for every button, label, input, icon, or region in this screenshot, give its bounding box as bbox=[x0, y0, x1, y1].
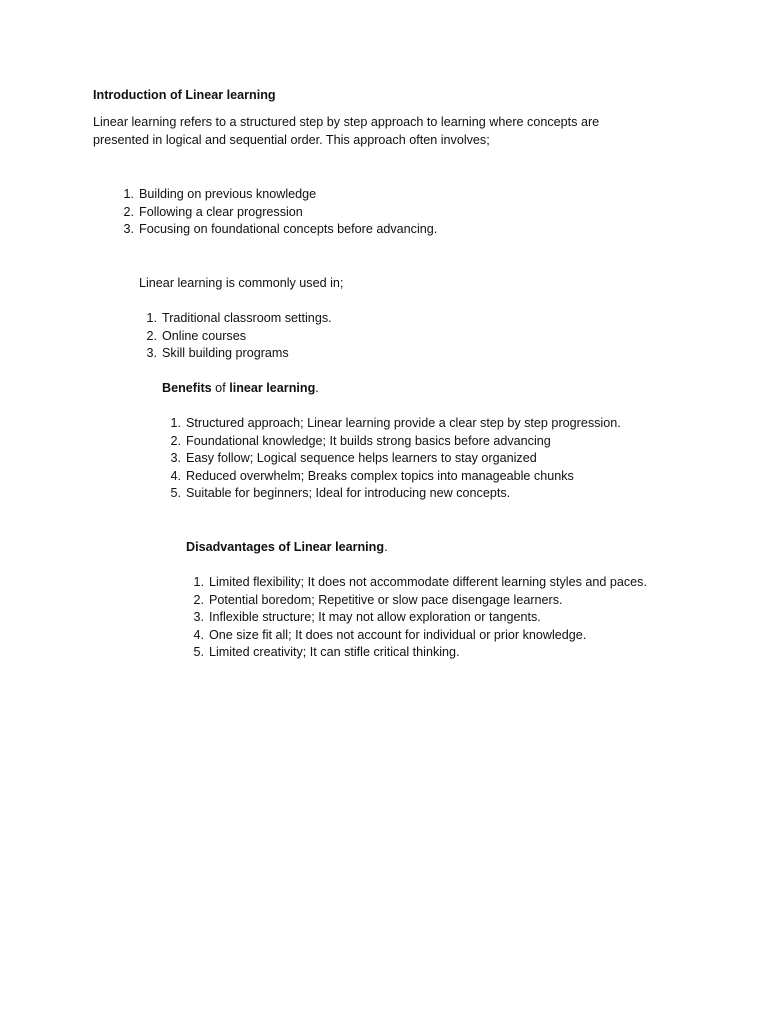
list-text: Easy follow; Logical sequence helps learners to stay organized bbox=[186, 451, 537, 466]
list-number: 2. bbox=[170, 433, 181, 448]
disadvantages-title-bold: Disadvantages of Linear learning bbox=[186, 540, 385, 554]
list-item bbox=[146, 310, 332, 328]
list-item bbox=[146, 328, 332, 346]
benefits-word: Benefits bbox=[162, 381, 212, 395]
benefits-title bbox=[162, 380, 319, 398]
list-text: Foundational knowledge; It builds strong basics before advancing bbox=[186, 433, 551, 448]
document-heading: Introduction of Linear learning bbox=[93, 88, 276, 102]
list-text: Limited flexibility; It does not accommodate different learning styles and paces. bbox=[209, 575, 647, 589]
list-item bbox=[170, 433, 621, 451]
list-item bbox=[170, 485, 621, 503]
list-item bbox=[170, 450, 621, 468]
list-number: 2. bbox=[146, 328, 157, 343]
list-item bbox=[146, 345, 332, 363]
list-item bbox=[193, 592, 647, 610]
list-number: 4. bbox=[193, 627, 204, 642]
intro-paragraph: Linear learning refers to a structured step by step approach to learning where concepts are presented in logical and sequential order. This approach often involves; bbox=[93, 115, 600, 147]
list-number: 1. bbox=[170, 416, 181, 430]
list-text: Potential boredom; Repetitive or slow pace disengage learners. bbox=[209, 592, 563, 607]
list-number: 2. bbox=[123, 204, 134, 219]
list-item bbox=[123, 204, 437, 222]
usage-list bbox=[146, 310, 332, 363]
list-text: Online courses bbox=[162, 328, 246, 343]
list-number: 3. bbox=[146, 346, 157, 361]
list-item bbox=[193, 574, 647, 592]
list-number: 3. bbox=[123, 222, 134, 237]
disadvantages-list bbox=[193, 574, 647, 662]
list-number: 5. bbox=[193, 645, 204, 660]
benefits-linear-learning: linear learning bbox=[229, 381, 316, 395]
list-text: Suitable for beginners; Ideal for introducing new concepts. bbox=[186, 486, 511, 501]
list-text: One size fit all; It does not account for individual or prior knowledge. bbox=[209, 627, 587, 642]
list-item bbox=[123, 221, 438, 239]
list-item bbox=[193, 627, 647, 645]
list-number: 3. bbox=[193, 610, 204, 625]
list-text: Structured approach; Linear learning provide a clear step by step progression. bbox=[186, 416, 621, 430]
disadvantages-period: . bbox=[384, 540, 388, 554]
list-item bbox=[170, 415, 621, 433]
list-item bbox=[170, 468, 621, 486]
list-number: 3. bbox=[170, 451, 181, 466]
list-number: 2. bbox=[193, 592, 204, 607]
list-text: Following a clear progression bbox=[139, 204, 303, 219]
list-number: 1. bbox=[193, 575, 204, 589]
usage-intro: Linear learning is commonly used in; bbox=[139, 276, 344, 290]
list-number: 1. bbox=[146, 311, 157, 325]
approach-list bbox=[123, 186, 438, 239]
disadvantages-title bbox=[186, 539, 388, 557]
list-number: 5. bbox=[170, 486, 181, 501]
list-text: Skill building programs bbox=[162, 346, 289, 361]
list-item bbox=[193, 644, 647, 662]
list-text: Building on previous knowledge bbox=[139, 187, 317, 201]
list-item bbox=[123, 186, 437, 204]
benefits-period: . bbox=[315, 381, 319, 395]
list-text: Traditional classroom settings. bbox=[162, 311, 332, 325]
list-text: Reduced overwhelm; Breaks complex topics into manageable chunks bbox=[186, 468, 574, 483]
benefits-of: of bbox=[211, 381, 230, 395]
list-item bbox=[193, 609, 647, 627]
benefits-list bbox=[170, 415, 621, 503]
list-number: 1. bbox=[123, 187, 134, 201]
list-number: 4. bbox=[170, 468, 181, 483]
list-text: Limited creativity; It can stifle critical thinking. bbox=[209, 645, 460, 660]
list-text: Inflexible structure; It may not allow exploration or tangents. bbox=[209, 610, 541, 625]
list-text: Focusing on foundational concepts before advancing. bbox=[139, 222, 438, 237]
